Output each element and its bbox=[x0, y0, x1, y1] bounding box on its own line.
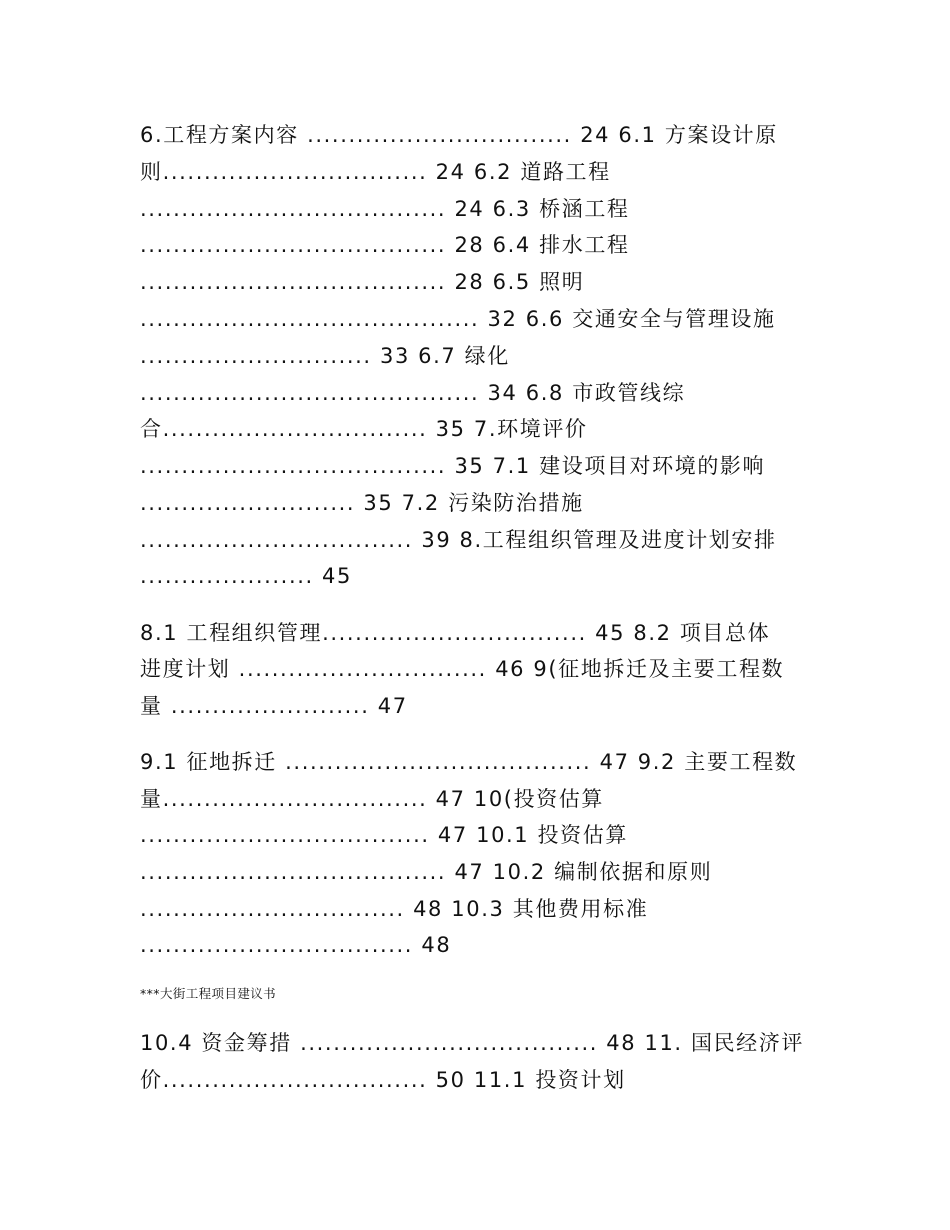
toc-line: 8.1 工程组织管理................................ 45 8.2 项目总体 bbox=[140, 621, 771, 645]
toc-line: 进度计划 .............................. 46 9(征地拆迁及主要工程数 bbox=[140, 657, 785, 681]
toc-line: 量 ........................ 47 bbox=[140, 694, 408, 718]
toc-line: 9.1 征地拆迁 ..................................... 47 9.2 主要工程数 bbox=[140, 750, 798, 774]
toc-line: .......................... 35 7.2 污染防治措施 bbox=[140, 491, 584, 515]
toc-line: ......................................... 32 6.6 交通安全与管理设施 bbox=[140, 307, 776, 331]
toc-line: ................................... 47 10.1 投资估算 bbox=[140, 823, 628, 847]
toc-line: 10.4 资金筹措 .................................... 48 11. 国民经济评 bbox=[140, 1031, 804, 1055]
toc-line: ..................................... 24 6.3 桥涵工程 bbox=[140, 197, 630, 221]
toc-line: ..................................... 28 6.5 照明 bbox=[140, 270, 585, 294]
document-running-title: ***大街工程项目建议书 bbox=[140, 986, 277, 1001]
toc-line: ......................................... 34 6.8 市政管线综 bbox=[140, 381, 686, 405]
toc-line: 量................................ 47 10(投资估算 bbox=[140, 787, 604, 811]
toc-line: ................................. 48 bbox=[140, 933, 452, 957]
toc-line: ..................................... 47 10.2 编制依据和原则 bbox=[140, 860, 713, 884]
toc-line: ..................... 45 bbox=[140, 564, 352, 588]
toc-line: 价................................ 50 11.1 投资计划 bbox=[140, 1068, 626, 1092]
toc-line: 6.工程方案内容 ................................ 24 6.1 方案设计原 bbox=[140, 123, 778, 147]
toc-line: ................................ 48 10.3 其他费用标准 bbox=[140, 897, 649, 921]
toc-line: ..................................... 28 6.4 排水工程 bbox=[140, 233, 630, 257]
toc-line: 则................................ 24 6.2 道路工程 bbox=[140, 160, 611, 184]
toc-line: ..................................... 35 7.1 建设项目对环境的影响 bbox=[140, 454, 766, 478]
toc-line: ................................. 39 8.工程组织管理及进度计划安排 bbox=[140, 528, 777, 552]
toc-line: 合................................ 35 7.环境评价 bbox=[140, 417, 588, 441]
toc-line: ............................ 33 6.7 绿化 bbox=[140, 344, 510, 368]
